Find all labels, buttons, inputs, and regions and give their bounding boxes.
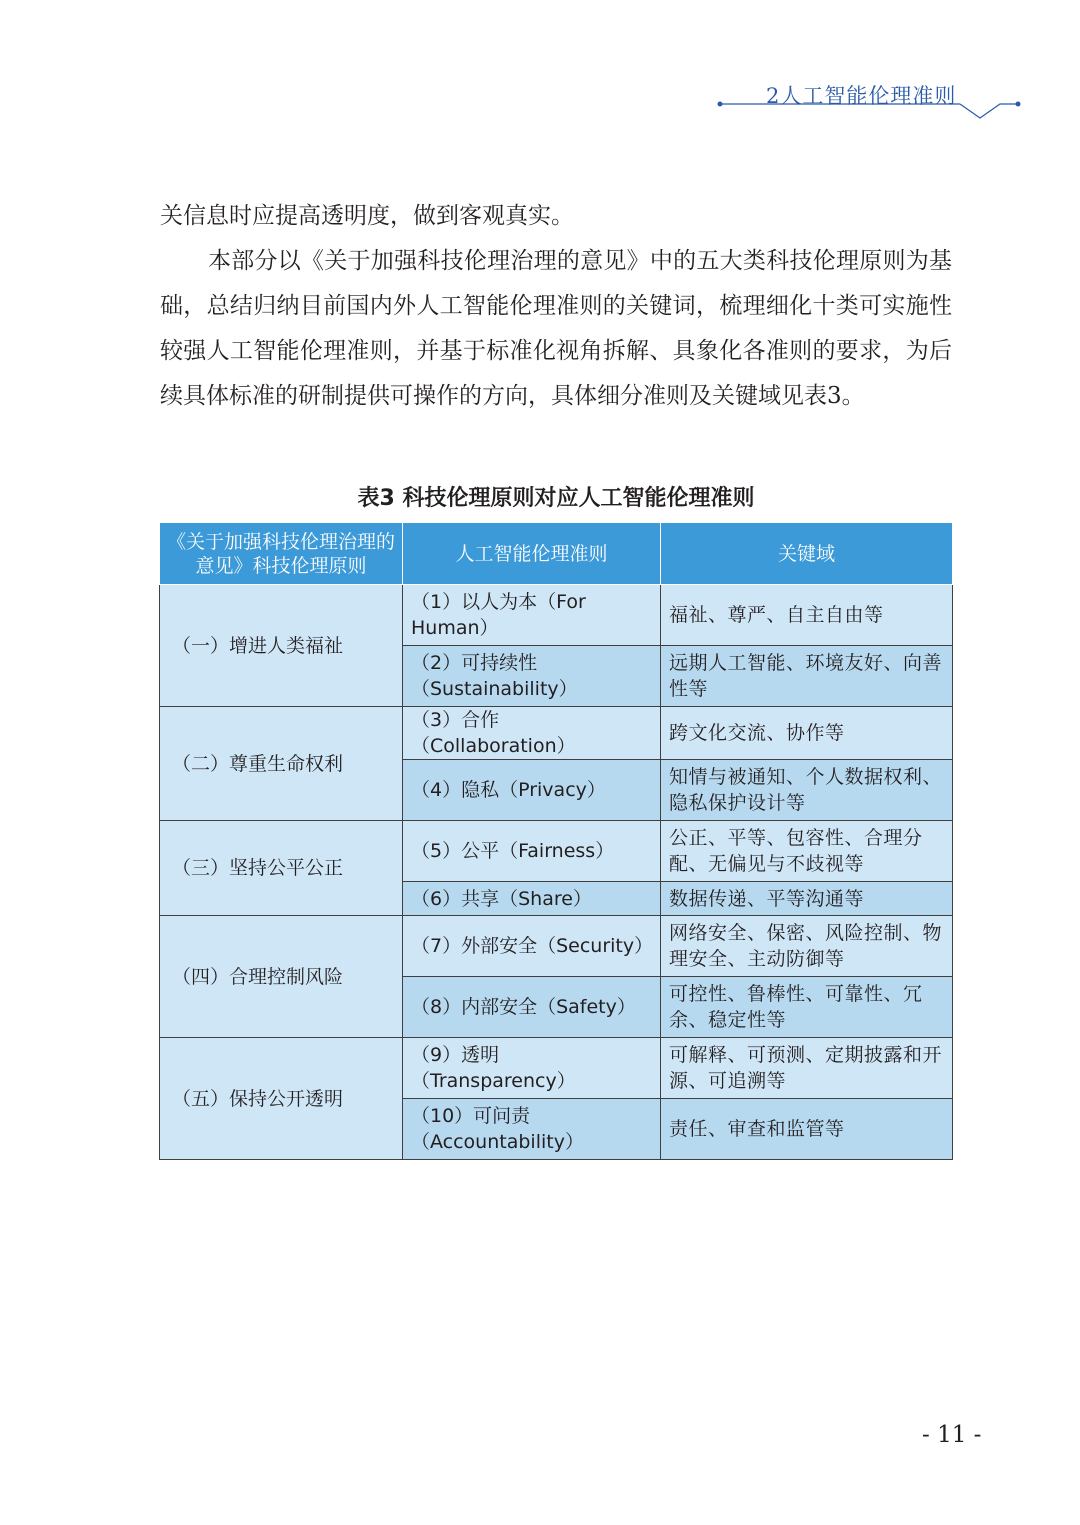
paragraph-intro: 本部分以《关于加强科技伦理治理的意见》中的五大类科技伦理原则为基础，总结归纳目前国内外人工智能伦理准则的关键词，梳理细化十类可实施性较强人工智能伦理准则，并基于标准化视角拆解、具象化各准则的要求，为后续具体标准的研制提供可操作的方向，具体细分准则及关键域见表3。 — [160, 248, 952, 409]
keywords-cell: 网络安全、保密、风险控制、物理安全、主动防御等 — [661, 916, 953, 977]
keywords-cell: 可解释、可预测、定期披露和开源、可追溯等 — [661, 1038, 953, 1099]
guideline-cell: （9）透明（Transparency） — [403, 1038, 661, 1099]
table-row — [160, 585, 953, 646]
guideline-cell: （1）以人为本（For Human） — [403, 585, 661, 646]
header-cell-guideline: 人工智能伦理准则 — [403, 523, 661, 585]
keywords-cell: 数据传递、平等沟通等 — [661, 882, 953, 916]
paragraph-continuation: 关信息时应提高透明度，做到客观真实。 — [160, 203, 574, 229]
table-row — [160, 916, 953, 977]
table-row — [160, 707, 953, 760]
ethics-principles-table — [159, 522, 953, 1160]
keywords-cell: 远期人工智能、环境友好、向善性等 — [661, 646, 953, 707]
keywords-cell: 知情与被通知、个人数据权利、隐私保护设计等 — [661, 760, 953, 821]
keywords-cell: 责任、审查和监管等 — [661, 1099, 953, 1160]
principle-cell: （四）合理控制风险 — [160, 916, 403, 1038]
guideline-cell: （4）隐私（Privacy） — [403, 760, 661, 821]
guideline-cell: （7）外部安全（Security） — [403, 916, 661, 977]
guideline-cell: （2）可持续性（Sustainability） — [403, 646, 661, 707]
guideline-cell: （5）公平（Fairness） — [403, 821, 661, 882]
page-number: - 11 - — [922, 1422, 982, 1448]
principle-cell: （五）保持公开透明 — [160, 1038, 403, 1160]
header-rule-decoration — [0, 0, 1080, 130]
guideline-cell: （8）内部安全（Safety） — [403, 977, 661, 1038]
running-header-title: 2人工智能伦理准则 — [766, 84, 957, 108]
header-cell-keywords: 关键域 — [661, 523, 953, 585]
keywords-cell: 公正、平等、包容性、合理分配、无偏见与不歧视等 — [661, 821, 953, 882]
table-row — [160, 1038, 953, 1099]
guideline-cell: （3）合作（Collaboration） — [403, 707, 661, 760]
keywords-cell: 可控性、鲁棒性、可靠性、冗余、稳定性等 — [661, 977, 953, 1038]
table-row — [160, 821, 953, 882]
keywords-cell: 跨文化交流、协作等 — [661, 707, 953, 760]
table-caption: 表3 科技伦理原则对应人工智能伦理准则 — [357, 486, 755, 511]
guideline-cell: （10）可问责（Accountability） — [403, 1099, 661, 1160]
header-cell-principle: 《关于加强科技伦理治理的意见》科技伦理原则 — [160, 523, 403, 585]
principle-cell: （一）增进人类福祉 — [160, 585, 403, 707]
principle-cell: （二）尊重生命权利 — [160, 707, 403, 821]
principle-cell: （三）坚持公平公正 — [160, 821, 403, 916]
keywords-cell: 福祉、尊严、自主自由等 — [661, 585, 953, 646]
table-header-row — [160, 523, 953, 585]
guideline-cell: （6）共享（Share） — [403, 882, 661, 916]
